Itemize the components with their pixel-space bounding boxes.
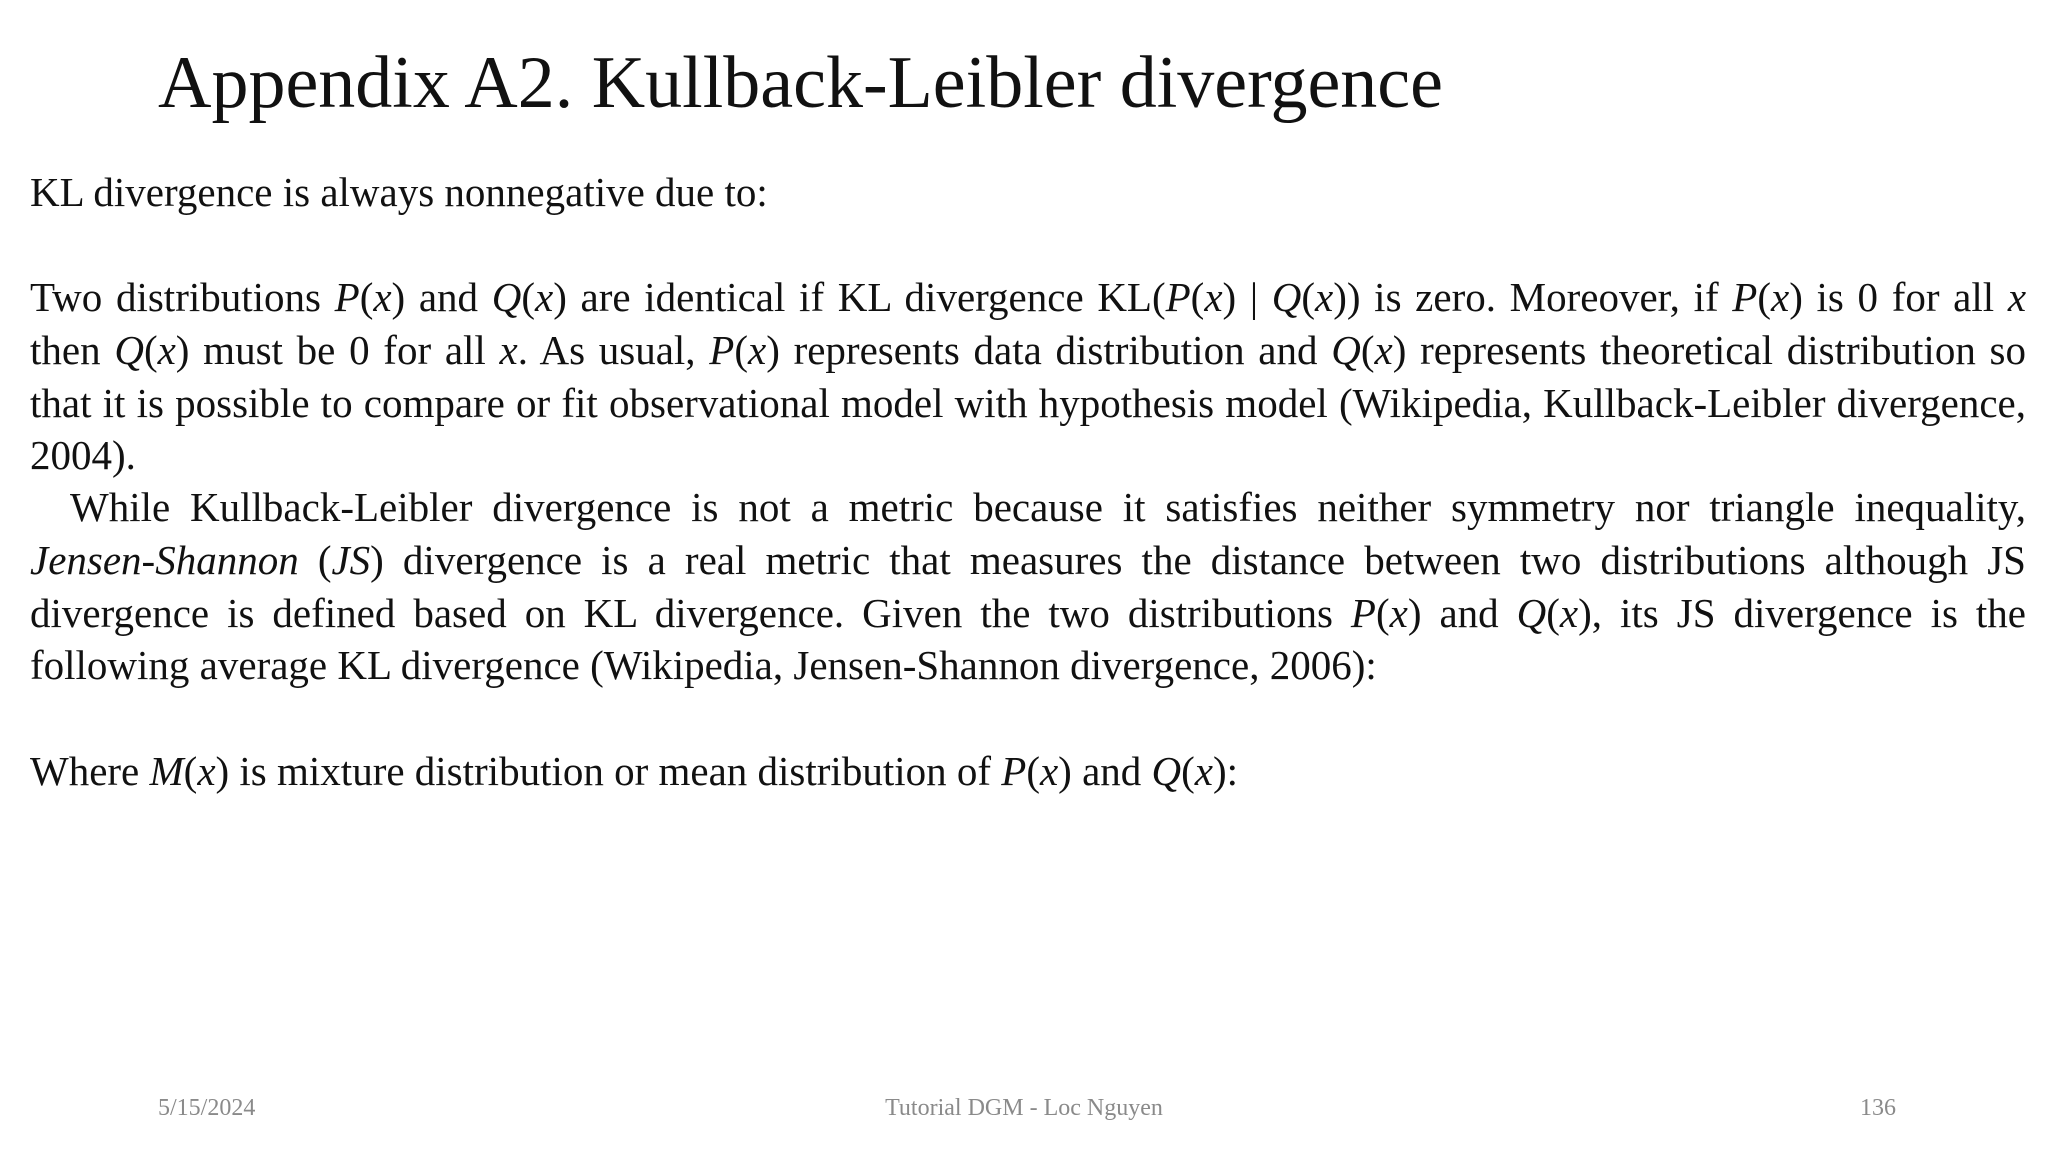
text-run: ) and	[391, 274, 492, 320]
math-var: P	[1001, 748, 1027, 794]
math-var: x	[2007, 274, 2027, 320]
paragraph-mixture-distribution	[30, 745, 2026, 798]
text-run: ) represents data distribution and	[766, 326, 1332, 373]
math-var: JS	[331, 536, 371, 583]
text-run: (	[521, 274, 535, 320]
text-run: (	[359, 274, 374, 320]
text-run: (	[298, 536, 332, 583]
text-run: ) represents theoretical distribution so that it is possible to compare or fit observational model with hypothesis model (Wikipedia, Kullback-Leibler divergence, 2004).	[30, 326, 2026, 479]
text-run: While Kullback-Leibler divergence is not a metric because it satisfies neither symmetry nor triangle inequality,	[70, 484, 2026, 530]
math-var: x	[1771, 274, 1790, 320]
text-run: ) are identical if KL divergence KL(	[553, 274, 1166, 320]
text-run: ) must be 0 for all	[175, 326, 500, 373]
text-run: (	[1757, 274, 1771, 320]
math-var: Q	[1516, 589, 1547, 636]
text-run: (	[1301, 274, 1315, 320]
math-var: x	[1204, 274, 1223, 320]
paragraph-identical-distributions	[30, 271, 2026, 482]
text-run: ) divergence is a real metric that measures the distance between two distributions although JS divergence is defined based on KL divergence. Given the two distributions	[30, 536, 2026, 636]
math-var: P	[334, 274, 360, 320]
text-run: ) and	[1058, 748, 1152, 794]
math-var: M	[149, 748, 184, 794]
text-run: Two distributions	[30, 274, 335, 320]
math-var: Q	[1151, 748, 1182, 794]
text-run: ) is mixture distribution or mean distribution of	[215, 748, 1002, 794]
math-var: P	[1350, 589, 1376, 636]
text-run: (	[1181, 748, 1195, 794]
text-run: Where	[30, 748, 150, 794]
text-run: ):	[1213, 748, 1239, 794]
slide-title: Appendix A2. Kullback-Leibler divergence	[158, 42, 1443, 124]
text-run: (	[734, 326, 748, 373]
text-run: (	[183, 748, 198, 794]
math-var: x	[1374, 326, 1393, 373]
text-run: ) is 0 for all	[1789, 274, 2008, 320]
math-var: Q	[491, 274, 522, 320]
text-run: then	[30, 326, 115, 373]
math-var: x	[1315, 274, 1334, 320]
math-var: x	[1559, 589, 1579, 636]
math-var: Q	[1271, 274, 1302, 320]
math-var: x	[197, 748, 216, 794]
math-var: P	[1165, 274, 1191, 320]
text-run: ) and	[1407, 589, 1517, 636]
text-run: (	[1026, 748, 1040, 794]
math-var: x	[1389, 589, 1408, 636]
text-run: (	[1190, 274, 1205, 320]
math-var: Jensen-Shannon	[30, 536, 299, 583]
text-run: (	[1375, 589, 1390, 636]
math-var: x	[747, 326, 767, 373]
footer-page-number: 136	[1860, 1095, 1896, 1121]
text-run: )) is zero. Moreover, if	[1333, 274, 1733, 320]
math-var: P	[709, 326, 735, 373]
math-var: x	[1194, 748, 1213, 794]
text-run: (	[1546, 589, 1560, 636]
text-run: ), its JS divergence is the following average KL divergence (Wikipedia, Jensen-Shannon divergence, 2006):	[30, 589, 2027, 689]
math-var: x	[499, 326, 518, 373]
footer-title: Tutorial DGM - Loc Nguyen	[885, 1095, 1163, 1121]
text-run: (	[143, 326, 158, 373]
math-var: x	[535, 274, 554, 320]
math-var: Q	[114, 326, 144, 373]
text-run: . As usual,	[517, 326, 710, 373]
footer-date: 5/15/2024	[158, 1095, 256, 1121]
paragraph-kl-nonnegative: KL divergence is always nonnegative due to:	[30, 169, 768, 215]
math-var: x	[157, 326, 176, 373]
paragraph-jensen-shannon	[30, 481, 2026, 692]
text-run: ) |	[1222, 274, 1272, 320]
text-run: (	[1360, 326, 1375, 373]
math-var: x	[1039, 748, 1059, 794]
math-var: P	[1732, 274, 1758, 320]
math-var: Q	[1331, 326, 1361, 373]
math-var: x	[373, 274, 392, 320]
